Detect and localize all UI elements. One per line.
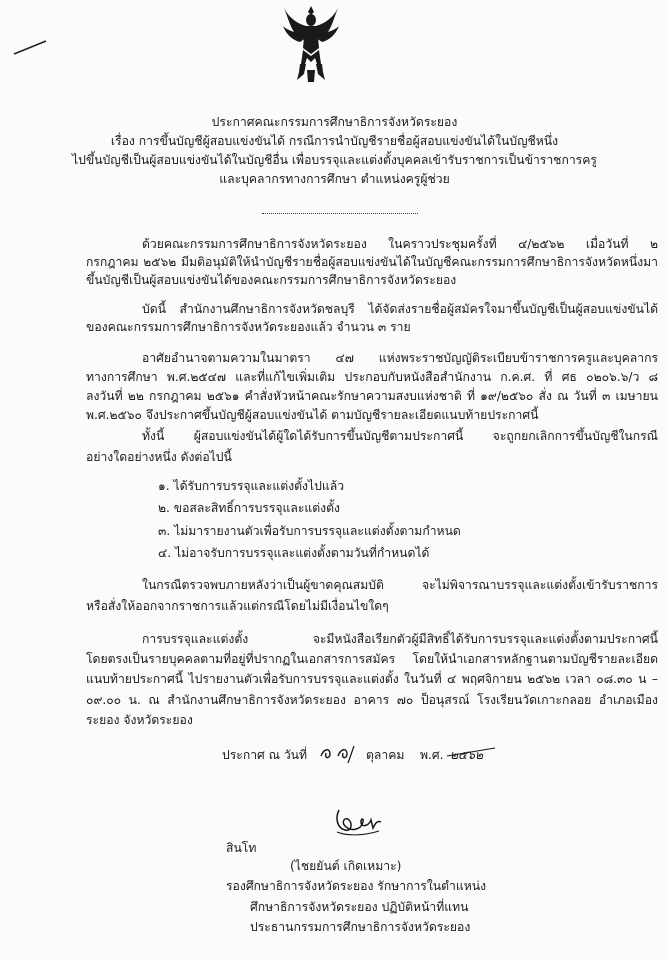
list-item: ๔. ไม่อาจรับการบรรจุและแต่งตั้งตามวันที่กำหนดได้: [158, 546, 430, 560]
paragraph-line: ทั้งนี้ ผู้สอบแข่งขันได้ผู้ใดได้รับการขึ้นบัญชีตามประกาศนี้ จะถูกยกเลิกการขึ้นบัญชีในกรณี: [142, 429, 658, 443]
list-item: ๒. ขอสละสิทธิ์การบรรจุและแต่งตั้ง: [158, 501, 340, 515]
paragraph-line: แนบท้ายประกาศนี้ ไปรายงานตัวเพื่อรับการบรรจุและแต่งตั้ง ในวันที่ ๔ พฤศจิกายน ๒๕๖๒ เวลา ๐๘.๓๐ น –: [86, 672, 658, 686]
paragraph-line: ๐๙.๐๐ น. ณ สำนักงานศึกษาธิการจังหวัดระยอง อาคาร ๗๐ ป็อนุสรณ์ โรงเรียนวัดเกาะกลอย อำเภอเมือง: [86, 693, 658, 707]
announcement-title: ประกาศคณะกรรมการศึกษาธิการจังหวัดระยอง: [211, 115, 458, 129]
garuda-emblem-icon: [282, 4, 340, 84]
paragraph-line: บัดนี้ สำนักงานศึกษาธิการจังหวัดชลบุรี ได้จัดส่งรายชื่อผู้สมัครใจมาขึ้นบัญชีเป็นผู้สอบแข่งขันได้: [142, 302, 658, 316]
handwritten-signature-icon: [333, 804, 385, 838]
list-item: ๓. ไม่มารายงานตัวเพื่อรับการบรรจุและแต่งตั้งตามกำหนด: [158, 524, 461, 538]
paragraph-line: อย่างใดอย่างหนึ่ง ดังต่อไปนี้: [86, 450, 232, 464]
paragraph-line: อาศัยอำนาจตามความในมาตรา ๔๗ แห่งพระราชบัญญัติระเบียบข้าราชการครูและบุคลากร: [142, 351, 658, 365]
list-item: ๑. ได้รับการบรรจุและแต่งตั้งไปแล้ว: [158, 479, 345, 493]
paragraph-line: การบรรจุและแต่งตั้ง จะมีหนังสือเรียกตัวผู้มีสิทธิ์ได้รับการบรรจุและแต่งตั้งตามประกาศนี้: [142, 632, 658, 646]
paragraph-line: ขึ้นบัญชีเป็นผู้สอบแข่งขันได้ของคณะกรรมการศึกษาธิการจังหวัดระยอง: [86, 273, 457, 287]
signatory-position: ศึกษาธิการจังหวัดระยอง ปฏิบัติหน้าที่แทน: [250, 900, 469, 914]
paragraph-line: หรือสั่งให้ออกจากราชการแล้วแต่กรณีโดยไม่มีเงื่อนไขใดๆ: [86, 599, 389, 613]
paragraph-line: ทางการศึกษา พ.ศ.๒๕๔๗ และที่แก้ไขเพิ่มเติม ประกอบกับหนังสือสำนักงาน ก.ค.ศ. ที่ ศธ ๐๒๐๖.๖/ว ๘: [86, 370, 658, 384]
signatory-position: รองศึกษาธิการจังหวัดระยอง รักษาการในตำแหน่ง: [226, 879, 487, 893]
signatory-position: ประธานกรรมการศึกษาธิการจังหวัดระยอง: [250, 920, 471, 934]
dateline-month: ตุลาคม: [366, 748, 405, 762]
paragraph-line: ด้วยคณะกรรมการศึกษาธิการจังหวัดระยอง ในคราวประชุมครั้งที่ ๔/๒๕๖๒ เมื่อวันที่ ๒: [142, 237, 658, 251]
paragraph-line: ในกรณีตรวจพบภายหลังว่าเป็นผู้ขาดคุณสมบัติ จะไม่พิจารณาบรรจุและแต่งตั้งเข้ารับราชการ: [142, 578, 658, 592]
signatory-name: (ไชยยันต์ เกิดเหมาะ): [290, 859, 402, 873]
subject-line: เรื่อง การขึ้นบัญชีผู้สอบแข่งขันได้ กรณีการนำบัญชีรายชื่อผู้สอบแข่งขันได้ในบัญชีหนึ่ง: [110, 134, 559, 148]
paragraph-line: โดยตรงเป็นรายบุคคลตามที่อยู่ที่ปรากฏในเอกสารการสมัคร โดยให้นำเอกสารหลักฐานตามบัญชีรายละเอียด: [86, 652, 658, 666]
paragraph-line: ลงวันที่ ๒๒ กรกฎาคม ๒๕๖๑ คำสั่งหัวหน้าคณะรักษาความสงบแห่งชาติ ที่ ๑๙/๒๕๖๐ สั่ง ณ วันที่ ๓ เมษายน: [86, 389, 658, 403]
signature-abbreviation: สินโท: [226, 841, 257, 855]
dateline-year-strike: [445, 744, 497, 764]
dateline-prefix: ประกาศ ณ วันที่: [222, 748, 308, 762]
paragraph-line: พ.ศ.๒๕๖๐ จึงประกาศขึ้นบัญชีผู้สอบแข่งขันได้ ตามบัญชีรายละเอียดแนบท้ายประกาศนี้: [86, 408, 539, 422]
dateline-year-handwritten: ๒๕๖๒: [450, 748, 484, 762]
pen-stroke-mark: [12, 38, 48, 58]
dateline-day-strokes: [318, 742, 358, 764]
paragraph-line: ระยอง จังหวัดระยอง: [86, 713, 193, 727]
dateline-era: พ.ศ.: [420, 748, 444, 762]
paragraph-line: กรกฎาคม ๒๕๖๒ มีมติอนุมัติให้นำบัญชีรายชื่อผู้สอบแข่งขันได้ในบัญชีคณะกรรมการศึกษาธิการจังหวัดหนึ่งมา: [86, 255, 658, 269]
subject-line: ไปขึ้นบัญชีเป็นผู้สอบแข่งขันได้ในบัญชีอื่น เพื่อบรรจุและแต่งตั้งบุคคลเข้ารับราชการเป็นข้าราชการครู: [72, 153, 597, 167]
subject-line: และบุคลากรทางการศึกษา ตำแหน่งครูผู้ช่วย: [219, 172, 450, 186]
dotted-separator: [262, 213, 418, 214]
paragraph-line: ของคณะกรรมการศึกษาธิการจังหวัดระยองแล้ว จำนวน ๓ ราย: [86, 320, 411, 334]
